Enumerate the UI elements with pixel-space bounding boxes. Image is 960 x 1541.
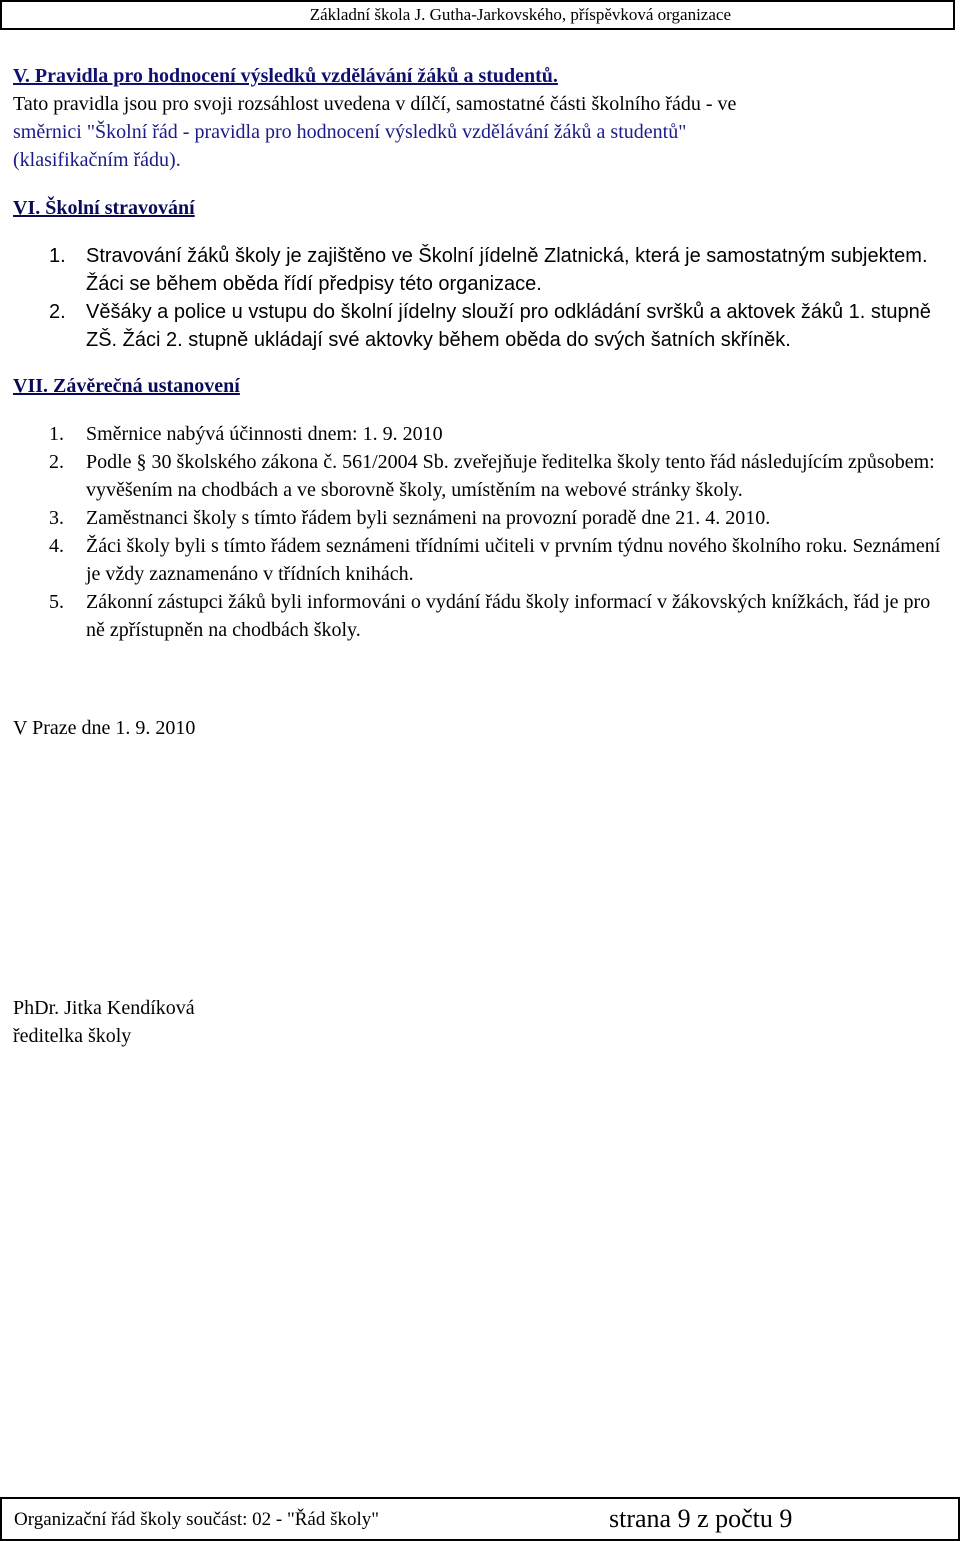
document-body [13,62,943,1050]
section-7-title: VII. Závěrečná ustanovení [13,375,240,397]
section-6-title: VI. Školní stravování [13,197,195,219]
signature-role: ředitelka školy [13,1025,132,1047]
page-header [0,0,955,30]
list-item: 1. Směrnice nabývá účinnosti dnem: 1. 9. 2010 [49,423,443,445]
section-5-text [13,90,943,174]
list-item: 2. Podle § 30 školského zákona č. 561/2004 Sb. zveřejňuje ředitelka školy tento řád následujícím způsobem: vyvěšením na chodbách a ve sborovně školy, umístěním na webové stránky školy. [49,451,935,501]
section-7-list [13,420,943,644]
footer-document-name: Organizační řád školy součást: 02 - "Řád školy" [14,1509,380,1530]
list-item: 5. Zákonní zástupci žáků byli informováni o vydání řádu školy informací v žákovských knížkách, řád je pro ně zpřístupněn na chodbách školy. [49,591,931,641]
page-footer [0,1497,960,1541]
section-5-title: V. Pravidla pro hodnocení výsledků vzdělávání žáků a studentů. [13,65,558,87]
list-item: 2. Věšáky a police u vstupu do školní jídelny slouží pro odkládání svršků a aktovek žáků 1. stupně ZŠ. Žáci 2. stupně ukládají své aktovky během oběda do svých šatních skříněk. [49,301,931,351]
signature-name: PhDr. Jitka Kendíková [13,997,195,1019]
list-item: 4. Žáci školy byli s tímto řádem seznámeni třídními učiteli v prvním týdnu nového školního roku. Seznámení je vždy zaznamenáno v třídních knihách. [49,535,941,585]
section-5-text-part3: (klasifikačním řádu). [13,149,181,171]
list-item: 3. Zaměstnanci školy s tímto řádem byli seznámeni na provozní poradě dne 21. 4. 2010. [49,507,771,529]
page-number: strana 9 z počtu 9 [609,1504,793,1533]
header-title: Základní škola J. Gutha-Jarkovského, příspěvková organizace [309,5,731,24]
section-5-text-part2: směrnici "Školní řád - pravidla pro hodnocení výsledků vzdělávání žáků a studentů" [13,121,687,143]
section-6-list [13,242,943,354]
list-item: 1. Stravování žáků školy je zajištěno ve Školní jídelně Zlatnická, která je samostatným subjektem. Žáci se během oběda řídí předpisy této organizace. [49,245,928,295]
section-5-text-part1: Tato pravidla jsou pro svoji rozsáhlost uvedena v dílčí, samostatné části školního řádu - ve [13,93,737,115]
place-date: V Praze dne 1. 9. 2010 [13,717,196,739]
